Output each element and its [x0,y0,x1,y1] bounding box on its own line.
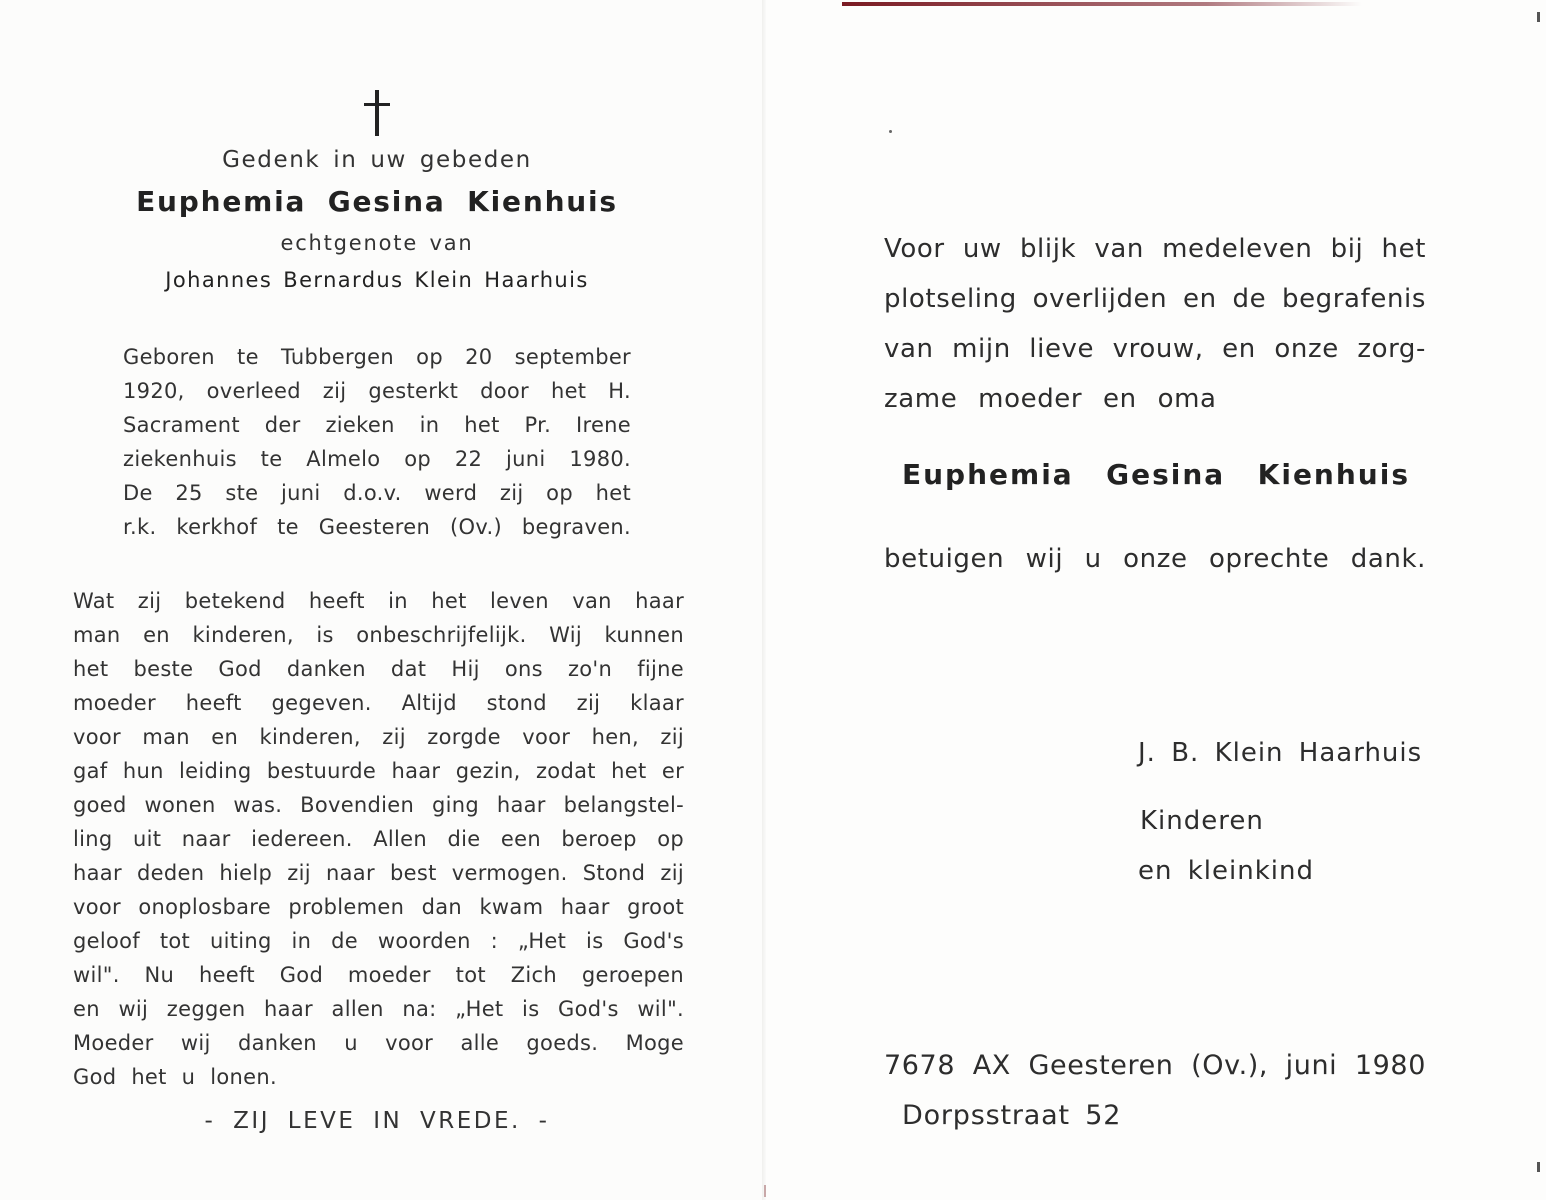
thanks-line: Voor uw blijk van medeleven bij het [884,234,1426,264]
edge-mark-bottom [1537,1162,1540,1172]
tribute-paragraph [73,584,684,1094]
tribute-line: voor man en kinderen, zij zorgde voor hen, zij [73,725,684,749]
right-page [766,0,1546,1200]
bio-line: ziekenhuis te Almelo op 22 juni 1980. [123,447,631,471]
place-date: 7678 AX Geesteren (Ov.), juni 1980 [884,1050,1426,1081]
bio-line: 1920, overleed zij gesterkt door het H. [123,379,631,403]
bio-line: De 25 ste juni d.o.v. werd zij op het [123,481,631,505]
top-edge-stripe [842,2,1362,6]
tribute-line: gaf hun leiding bestuurde haar gezin, zodat het er [73,759,684,783]
closing-motto: - ZIJ LEVE IN VREDE. - [204,1108,550,1134]
tribute-line: God het u lonen. [73,1065,277,1089]
tribute-line: goed wonen was. Bovendien ging haar belangstel- [73,793,684,817]
thanks-line: van mijn lieve vrouw, en onze zorg- [884,334,1426,364]
thanks-paragraph [884,224,1426,424]
tribute-line: ling uit naar iedereen. Allen die een beroep op [73,827,684,851]
tribute-line: Wat zij betekend heeft in het leven van haar [73,589,684,613]
tribute-line: man en kinderen, is onbeschrijfelijk. Wij kunnen [73,623,684,647]
tribute-line: voor onoplosbare problemen dan kwam haar groot [73,895,684,919]
spouse-name: Johannes Bernardus Klein Haarhuis [165,268,589,292]
tribute-line: haar deden hielp zij naar best vermogen. Stond zij [73,861,684,885]
card-fold [762,0,766,1200]
tribute-line: moeder heeft gegeven. Altijd stond zij klaar [73,691,684,715]
bio-line: Sacrament der zieken in het Pr. Irene [123,413,631,437]
edge-mark-top [1537,12,1540,22]
tribute-line: en wij zeggen haar allen na: „Het is God's wil". [73,997,684,1021]
deceased-name-right: Euphemia Gesina Kienhuis [902,458,1410,491]
gratitude-text: betuigen wij u onze oprechte dank. [884,544,1426,574]
deceased-name: Euphemia Gesina Kienhuis [136,185,618,218]
spouse-prefix: echtgenote van [280,231,474,255]
intro-text: Gedenk in uw gebeden [222,147,532,173]
fold-mark [764,1185,766,1197]
signature-grandchild: en kleinkind [1138,856,1314,886]
cross-icon [360,90,394,140]
signature-children: Kinderen [1140,806,1264,836]
biography [123,340,631,544]
tribute-line: wil". Nu heeft God moeder tot Zich geroepen [73,963,684,987]
bio-line: r.k. kerkhof te Geesteren (Ov.) begraven. [123,515,631,539]
signature-name: J. B. Klein Haarhuis [1138,738,1423,768]
street-address: Dorpsstraat 52 [902,1100,1122,1131]
thanks-line: plotseling overlijden en de begrafenis [884,284,1426,314]
bio-line: Geboren te Tubbergen op 20 september [123,345,631,369]
tribute-line: het beste God danken dat Hij ons zo'n fijne [73,657,684,681]
speck [889,130,892,133]
tribute-line: Moeder wij danken u voor alle goeds. Moge [73,1031,684,1055]
tribute-line: geloof tot uiting in de woorden : „Het is God's [73,929,684,953]
thanks-line: zame moeder en oma [884,384,1217,414]
